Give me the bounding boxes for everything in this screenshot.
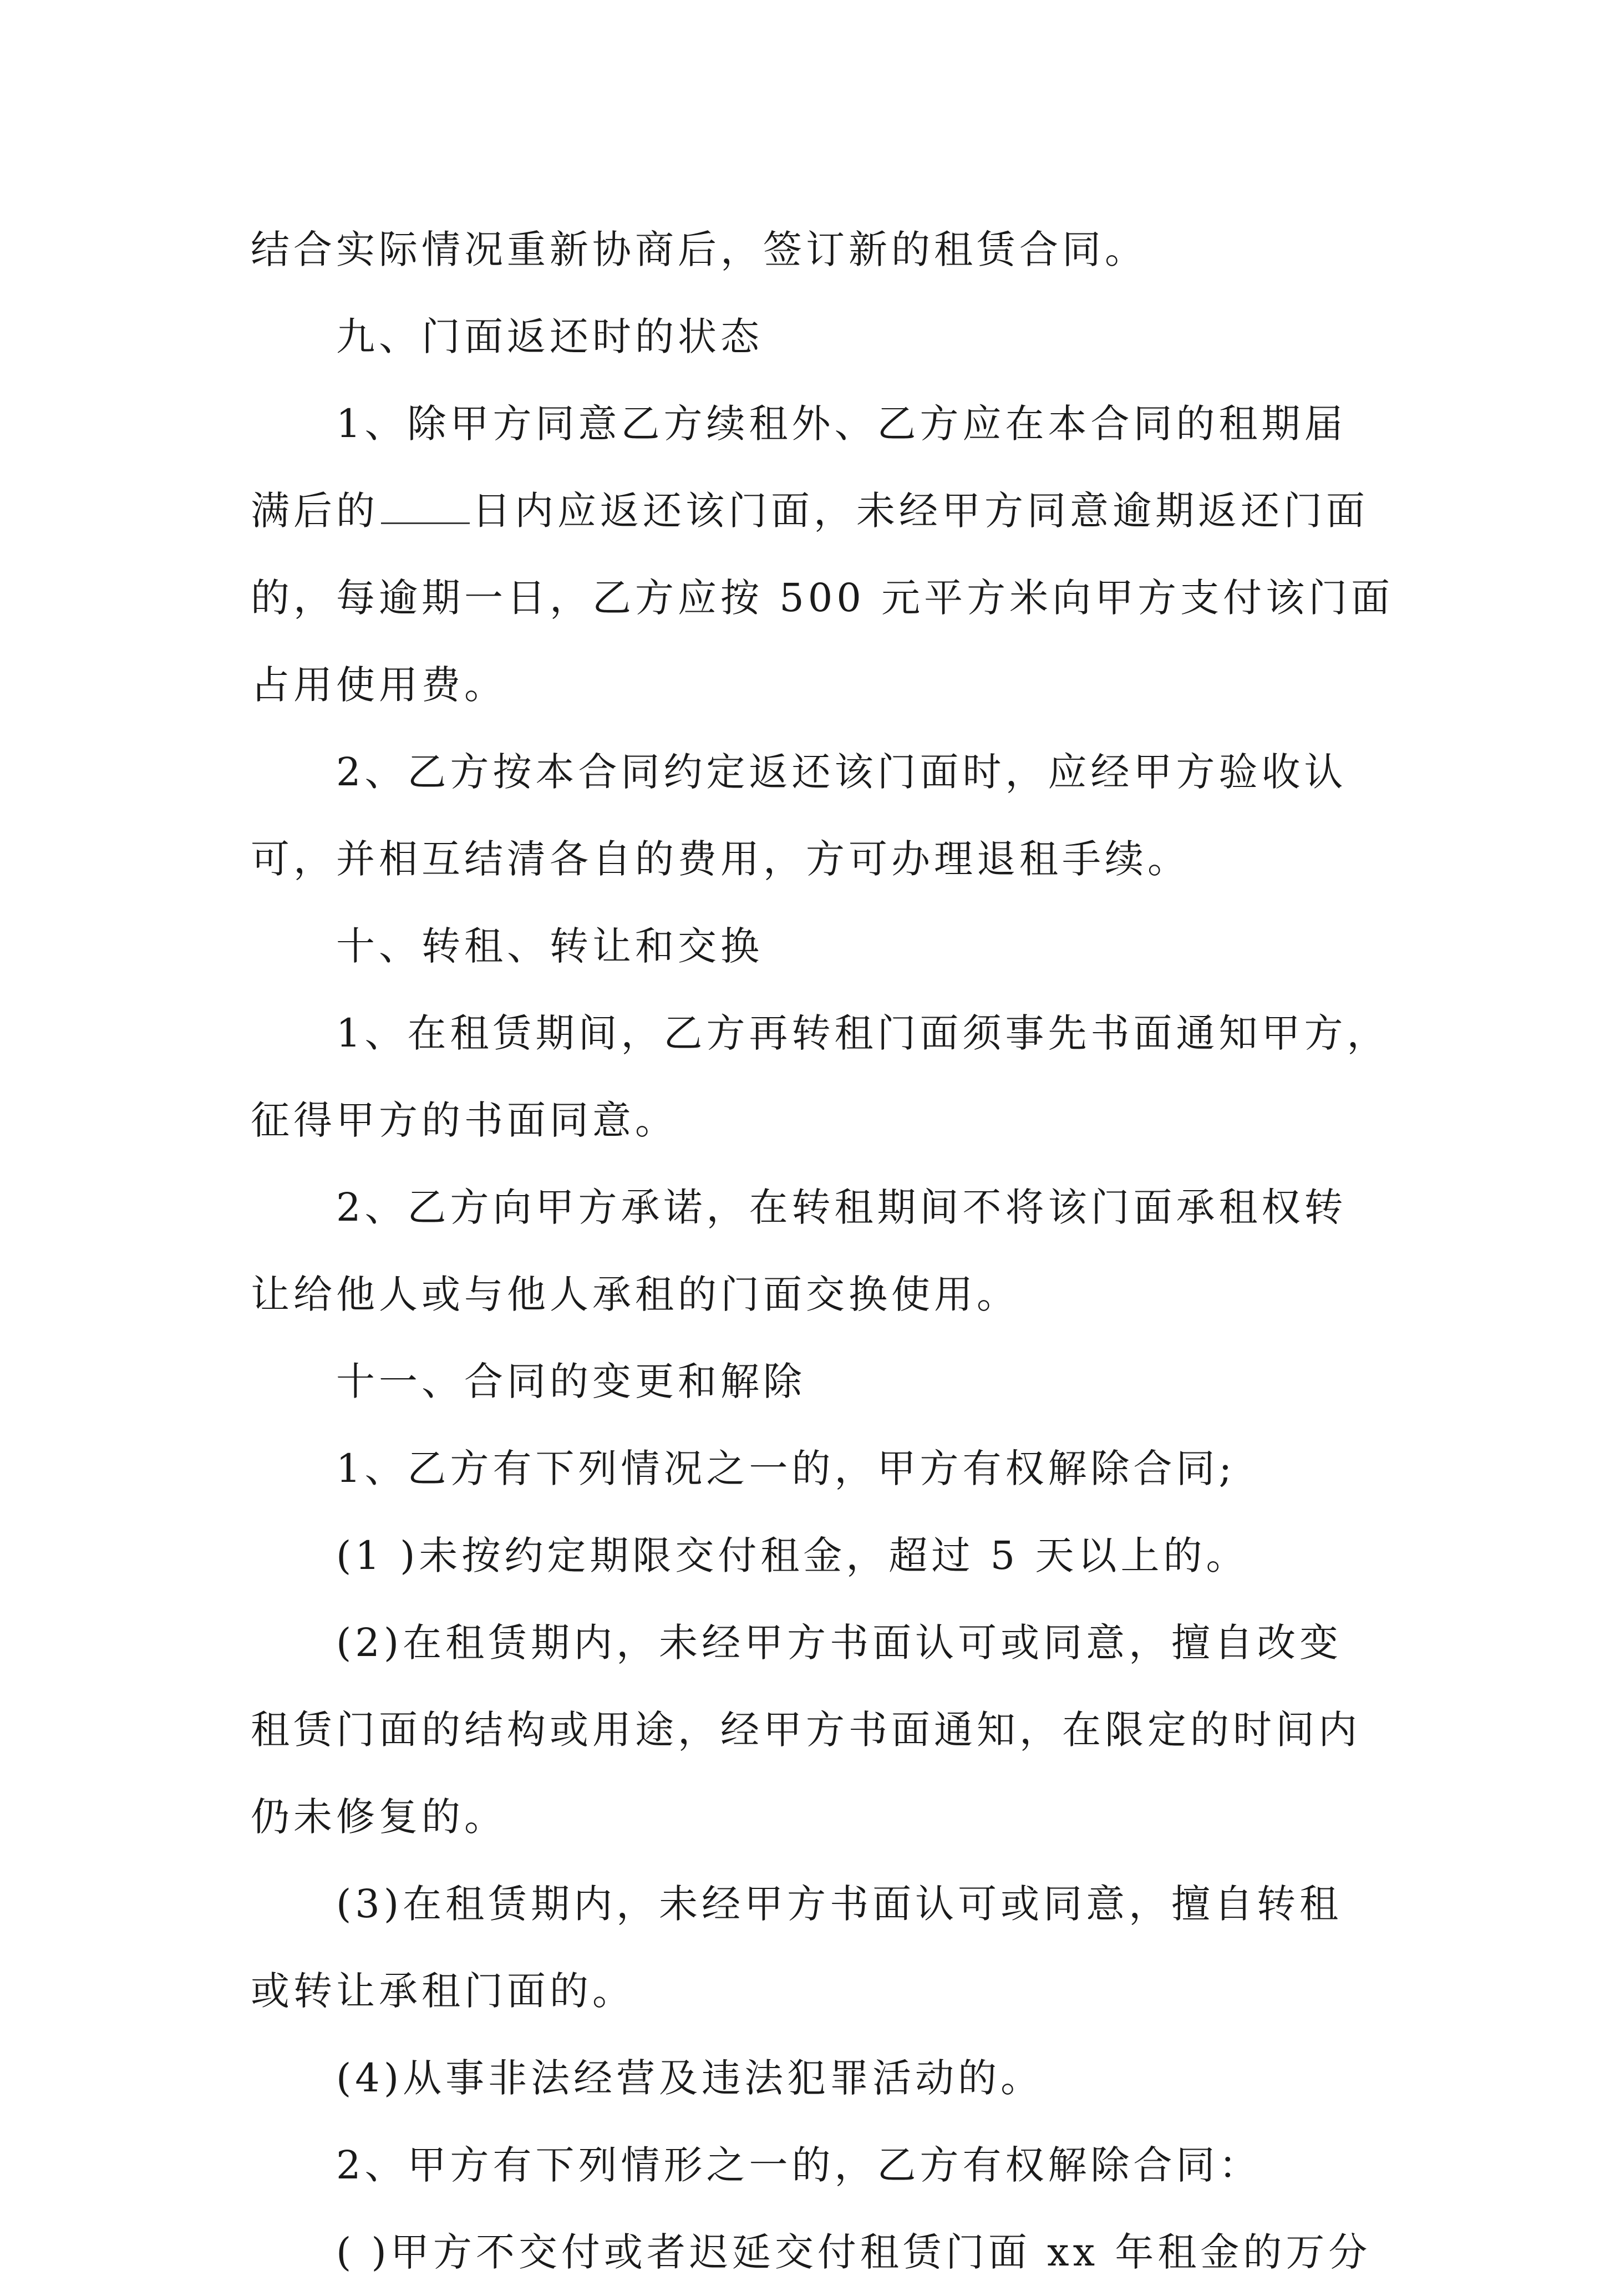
line-end-text: 日内应返还该门面，未经甲方同意逾期返还门面 bbox=[472, 488, 1369, 534]
paragraph-line: 2、甲方有下列情形之一的，乙方有权解除合同： bbox=[336, 2142, 1262, 2188]
paragraph-line: 2、乙方按本合同约定返还该门面时，应经甲方验收认 bbox=[336, 749, 1347, 795]
paragraph-line: 1、在租赁期间，乙方再转租门面须事先书面通知甲方， bbox=[336, 1010, 1390, 1056]
paragraph-line: 仍未修复的。 bbox=[251, 1794, 507, 1840]
section-heading: 十一、合同的变更和解除 bbox=[336, 1359, 806, 1404]
section-heading: 十、转租、转让和交换 bbox=[336, 923, 763, 969]
list-item-line: (2)在租赁期内，未经甲方书面认可或同意，擅自改变 bbox=[336, 1620, 1343, 1665]
paragraph-line: 2、乙方向甲方承诺，在转租期间不将该门面承租权转 bbox=[336, 1185, 1347, 1230]
line-start-text: 满后的 bbox=[251, 488, 379, 534]
document-body bbox=[251, 206, 1394, 2296]
paragraph-line: 占用使用费。 bbox=[251, 662, 507, 708]
section-heading: 九、门面返还时的状态 bbox=[336, 314, 763, 359]
paragraph-line: 可，并相互结清各自的费用，方可办理退租手续。 bbox=[251, 836, 1190, 882]
paragraph-line: 1、除甲方同意乙方续租外、乙方应在本合同的租期届 bbox=[336, 401, 1347, 446]
paragraph-line: 征得甲方的书面同意。 bbox=[251, 1098, 678, 1143]
paragraph-line: 结合实际情况重新协商后，签订新的租赁合同。 bbox=[251, 227, 1147, 272]
paragraph-line: 1、乙方有下列情况之一的，甲方有权解除合同; bbox=[336, 1446, 1236, 1491]
paragraph-line: 让给他人或与他人承租的门面交换使用。 bbox=[251, 1272, 1019, 1317]
fill-in-blank bbox=[381, 487, 470, 524]
paragraph-line: 或转让承租门面的。 bbox=[251, 1968, 635, 2014]
list-item-line: (4)从事非法经营及违法犯罪活动的。 bbox=[336, 2055, 1044, 2101]
list-item-line: ( )甲方不交付或者迟延交付租赁门面 xx 年租金的万分 bbox=[336, 2229, 1372, 2275]
list-item-line: (3)在租赁期内，未经甲方书面认可或同意，擅自转租 bbox=[336, 1881, 1343, 1927]
list-item-line: (1 )未按约定期限交付租金，超过 5 天以上的。 bbox=[336, 1533, 1249, 1578]
paragraph-line: 的，每逾期一日，乙方应按 500 元平方米向甲方支付该门面 bbox=[251, 575, 1394, 621]
paragraph-line-with-blank bbox=[251, 468, 1367, 555]
paragraph-line: 租赁门面的结构或用途，经甲方书面通知，在限定的时间内 bbox=[251, 1707, 1361, 1753]
